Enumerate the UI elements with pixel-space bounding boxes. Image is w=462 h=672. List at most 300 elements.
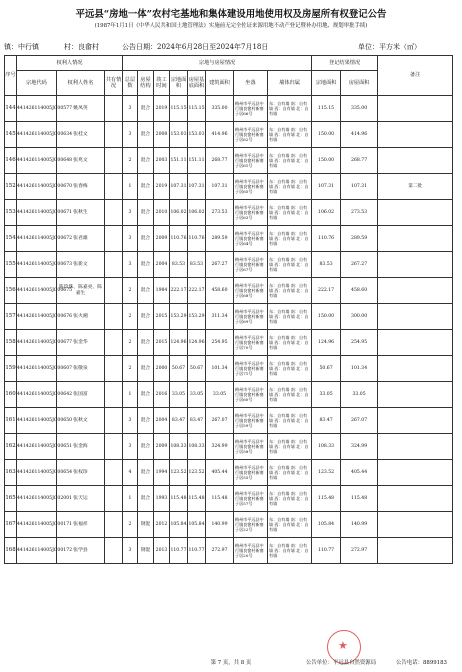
- cell-floors: 3: [123, 200, 138, 226]
- cell-seq: 167: [5, 512, 17, 538]
- cell-building-area: 115.48: [206, 486, 234, 512]
- cell-building-area: 107.31: [206, 174, 234, 200]
- cell-building-area: 267.27: [206, 252, 234, 278]
- cell-co-owner: [105, 460, 123, 486]
- cell-co-owner: [105, 382, 123, 408]
- cell-reg-house-area: 101.34: [341, 356, 378, 382]
- cell-co-owner: [105, 356, 123, 382]
- cell-land-area: 115.48: [170, 486, 188, 512]
- cell-land-code: 441426114005JC00172: [17, 538, 57, 564]
- col-location: 坐落: [234, 71, 268, 96]
- cell-remark: [378, 434, 453, 460]
- cell-floors: 3: [123, 226, 138, 252]
- cell-reg-house-area: 268.77: [341, 148, 378, 174]
- cell-co-owner: [105, 200, 123, 226]
- cell-base-area: 222.17: [188, 278, 206, 304]
- cell-land-code: 441426114005JC00650: [17, 408, 57, 434]
- col-boundary: 墙体归属: [268, 71, 312, 96]
- cell-year: 2015: [154, 330, 170, 356]
- cell-land-area: 83.47: [170, 408, 188, 434]
- cell-owner-name: 张敬泉: [57, 356, 105, 382]
- cell-base-area: 115.48: [188, 486, 206, 512]
- cell-location: 梅州市平远县中行镇良畲村新寨子居63号: [234, 200, 268, 226]
- table-row: [5, 538, 453, 564]
- cell-remark: [378, 148, 453, 174]
- cell-boundary: 东：自有墙 南：自有墙 西：自有墙 北：自有墙: [268, 226, 312, 252]
- cell-co-owner: [105, 512, 123, 538]
- cell-land-area: 222.17: [170, 278, 188, 304]
- cell-remark: [378, 122, 453, 148]
- cell-structure: 钢混: [138, 512, 154, 538]
- cell-location: 梅州市平远县中行镇良畲村新寨子居64号: [234, 226, 268, 252]
- cell-remark: [378, 356, 453, 382]
- cell-remark: [378, 460, 453, 486]
- cell-location: 梅州市平远县中行镇良畲村新寨子居71号: [234, 356, 268, 382]
- cell-co-owner: [105, 330, 123, 356]
- col-result-group: 登记结果情况: [312, 56, 378, 71]
- cell-year: 2019: [154, 174, 170, 200]
- cell-year: 2009: [154, 434, 170, 460]
- col-co-owner: 共有情况: [105, 71, 123, 96]
- cell-land-code: 441426114005JC00651: [17, 434, 57, 460]
- cell-location: 梅州市平远县中行镇良畲村新寨子居70号: [234, 330, 268, 356]
- cell-reg-land-area: 105.84: [312, 512, 341, 538]
- cell-base-area: 153.29: [188, 304, 206, 330]
- cell-base-area: 110.77: [188, 538, 206, 564]
- cell-co-owner: [105, 174, 123, 200]
- table-row: [5, 226, 453, 252]
- cell-reg-house-area: 33.05: [341, 382, 378, 408]
- cell-remark: [378, 304, 453, 330]
- cell-reg-land-area: 106.02: [312, 200, 341, 226]
- cell-structure: 混合: [138, 148, 154, 174]
- cell-location: 梅州市平远县中行镇良畲村新寨子居20号: [234, 538, 268, 564]
- cell-reg-land-area: 150.00: [312, 148, 341, 174]
- cell-floors: 1: [123, 382, 138, 408]
- cell-base-area: 110.76: [188, 226, 206, 252]
- cell-year: 2000: [154, 356, 170, 382]
- table-row: [5, 408, 453, 434]
- cell-boundary: 东：自有墙 南：自有墙 西：自有墙 北：自有墙: [268, 330, 312, 356]
- cell-co-owner: [105, 278, 123, 304]
- cell-location: 梅州市平远县中行镇良畲村新寨子居66号: [234, 96, 268, 122]
- cell-land-code: 441426114005JC00675: [17, 278, 57, 304]
- cell-floors: 3: [123, 538, 138, 564]
- cell-reg-land-area: 150.00: [312, 304, 341, 330]
- table-row: [5, 148, 453, 174]
- col-owner-name: 权利人姓名: [57, 71, 105, 96]
- cell-seq: 153: [5, 200, 17, 226]
- table-row: [5, 460, 453, 486]
- cell-owner-name: 张金海: [57, 434, 105, 460]
- cell-year: 2009: [154, 226, 170, 252]
- cell-owner-name: 张君雄: [57, 226, 105, 252]
- cell-reg-house-area: 335.00: [341, 96, 378, 122]
- cell-land-area: 110.76: [170, 226, 188, 252]
- cell-location: 梅州市平远县中行镇良畲村新寨子居22号: [234, 512, 268, 538]
- cell-structure: 混合: [138, 304, 154, 330]
- cell-co-owner: [105, 486, 123, 512]
- cell-structure: 混合: [138, 174, 154, 200]
- cell-land-code: 441426114005JC00171: [17, 512, 57, 538]
- cell-land-area: 153.03: [170, 122, 188, 148]
- table-row: [5, 278, 453, 304]
- cell-seq: 161: [5, 408, 17, 434]
- cell-reg-land-area: 83.53: [312, 252, 341, 278]
- cell-building-area: 140.99: [206, 512, 234, 538]
- publisher: 公告单位：平远县自然资源局: [306, 660, 377, 666]
- cell-floors: 2: [123, 512, 138, 538]
- cell-land-area: 151.11: [170, 148, 188, 174]
- cell-land-area: 106.02: [170, 200, 188, 226]
- cell-owner-name: 陈玖珠、陈嘉亮、陈嘉生: [57, 278, 105, 304]
- cell-year: 2019: [154, 96, 170, 122]
- cell-location: 梅州市平远县中行镇良畲村新寨子居65号: [234, 174, 268, 200]
- cell-boundary: 东：自有墙 南：自有墙 西：自有墙 北：自有墙: [268, 512, 312, 538]
- cell-location: 梅州市平远县中行镇良畲村新寨子居57号: [234, 486, 268, 512]
- cell-location: 梅州市平远县中行镇良畲村新寨子居60号: [234, 382, 268, 408]
- cell-structure: 混合: [138, 434, 154, 460]
- cell-owner-name: 张权珍: [57, 460, 105, 486]
- cell-reg-house-area: 300.00: [341, 304, 378, 330]
- table-row: [5, 122, 453, 148]
- cell-building-area: 311.34: [206, 304, 234, 330]
- col-reg-land-area: 宗地面积: [312, 71, 341, 96]
- cell-land-area: 107.31: [170, 174, 188, 200]
- page-number: 第 7 页，共 8 页: [210, 660, 252, 666]
- cell-structure: 混合: [138, 330, 154, 356]
- cell-co-owner: [105, 408, 123, 434]
- col-year: 竣工时间: [154, 71, 170, 96]
- cell-building-area: 272.97: [206, 538, 234, 564]
- cell-year: 2004: [154, 408, 170, 434]
- cell-building-area: 101.34: [206, 356, 234, 382]
- cell-co-owner: [105, 252, 123, 278]
- cell-floors: 1: [123, 174, 138, 200]
- cell-year: 2015: [154, 304, 170, 330]
- cell-year: 2010: [154, 200, 170, 226]
- cell-boundary: 东：自有墙 南：自有墙 西：自有墙 北：自有墙: [268, 96, 312, 122]
- cell-reg-house-area: 267.07: [341, 408, 378, 434]
- cell-boundary: 东：自有墙 南：自有墙 西：自有墙 北：自有墙: [268, 382, 312, 408]
- cell-building-area: 267.07: [206, 408, 234, 434]
- cell-floors: 3: [123, 96, 138, 122]
- cell-reg-land-area: 50.67: [312, 356, 341, 382]
- cell-building-area: 268.77: [206, 148, 234, 174]
- cell-co-owner: [105, 122, 123, 148]
- table-body: [5, 96, 453, 564]
- cell-floors: 3: [123, 252, 138, 278]
- cell-land-area: 153.29: [170, 304, 188, 330]
- table-row: [5, 512, 453, 538]
- cell-year: 1993: [154, 486, 170, 512]
- cell-reg-land-area: 115.48: [312, 486, 341, 512]
- cell-boundary: 东：自有墙 南：自有墙 西：自有墙 北：自有墙: [268, 122, 312, 148]
- cell-structure: 混合: [138, 252, 154, 278]
- cell-remark: [378, 226, 453, 252]
- cell-land-code: 441426114005JC00673: [17, 252, 57, 278]
- cell-remark: [378, 382, 453, 408]
- table-row: [5, 330, 453, 356]
- cell-seq: 158: [5, 330, 17, 356]
- table-row: [5, 434, 453, 460]
- cell-reg-house-area: 254.95: [341, 330, 378, 356]
- cell-base-area: 107.31: [188, 174, 206, 200]
- cell-building-area: 273.53: [206, 200, 234, 226]
- cell-building-area: 33.05: [206, 382, 234, 408]
- cell-floors: 2: [123, 330, 138, 356]
- cell-reg-land-area: 150.00: [312, 122, 341, 148]
- cell-owner-name: 张金华: [57, 330, 105, 356]
- table-row: [5, 382, 453, 408]
- cell-boundary: 东：自有墙 南：自有墙 西：自有墙 北：自有墙: [268, 356, 312, 382]
- cell-seq: 154: [5, 226, 17, 252]
- notice-period: 公告日期：2024年6月28日至2024年7月18日: [122, 43, 269, 51]
- cell-building-area: 254.95: [206, 330, 234, 356]
- cell-co-owner: [105, 226, 123, 252]
- cell-floors: 4: [123, 460, 138, 486]
- cell-seq: 165: [5, 486, 17, 512]
- table-row: [5, 356, 453, 382]
- cell-owner-name: 张福祥: [57, 512, 105, 538]
- cell-owner-name: 张火湘: [57, 304, 105, 330]
- page-title: 平远县“房地一体”农村宅基地和集体建设用地使用权及房屋所有权登记公告: [75, 9, 387, 20]
- cell-reg-land-area: 115.15: [312, 96, 341, 122]
- cell-base-area: 105.84: [188, 512, 206, 538]
- cell-reg-house-area: 107.31: [341, 174, 378, 200]
- cell-year: 2004: [154, 252, 170, 278]
- cell-year: 2008: [154, 122, 170, 148]
- cell-base-area: 115.15: [188, 96, 206, 122]
- cell-boundary: 东：自有墙 南：自有墙 西：自有墙 北：自有墙: [268, 486, 312, 512]
- cell-reg-house-area: 414.96: [341, 122, 378, 148]
- cell-land-code: 441426114005JC00648: [17, 148, 57, 174]
- col-land-area: 宗地面积: [170, 71, 188, 96]
- cell-remark: [378, 330, 453, 356]
- cell-year: 2013: [154, 538, 170, 564]
- cell-floors: 3: [123, 122, 138, 148]
- cell-structure: 混合: [138, 460, 154, 486]
- cell-year: 2012: [154, 512, 170, 538]
- cell-owner-name: 张桂文: [57, 122, 105, 148]
- cell-boundary: 东：自有墙 南：自有墙 西：自有墙 北：自有墙: [268, 200, 312, 226]
- cell-year: 2003: [154, 148, 170, 174]
- col-seq: 序号: [5, 56, 17, 96]
- cell-remark: [378, 96, 453, 122]
- cell-owner-name: 张国富: [57, 382, 105, 408]
- cell-land-code: 441426114005JC00577: [17, 96, 57, 122]
- town-label: 镇：中行镇: [4, 43, 39, 51]
- table-row: [5, 304, 453, 330]
- cell-boundary: 东：自有墙 南：自有墙 西：自有墙 北：自有墙: [268, 434, 312, 460]
- cell-building-area: 335.00: [206, 96, 234, 122]
- cell-reg-house-area: 405.44: [341, 460, 378, 486]
- cell-reg-land-area: 33.05: [312, 382, 341, 408]
- cell-land-area: 105.84: [170, 512, 188, 538]
- table-row: [5, 252, 453, 278]
- cell-reg-house-area: 115.48: [341, 486, 378, 512]
- cell-owner-name: 姚凤英: [57, 96, 105, 122]
- cell-seq: 146: [5, 148, 17, 174]
- cell-seq: 160: [5, 382, 17, 408]
- cell-structure: 混合: [138, 356, 154, 382]
- cell-structure: 混合: [138, 408, 154, 434]
- cell-owner-name: 张新文: [57, 252, 105, 278]
- cell-land-code: 441426114005JC00634: [17, 122, 57, 148]
- cell-remark: [378, 512, 453, 538]
- cell-seq: 168: [5, 538, 17, 564]
- cell-boundary: 东：自有墙 南：自有墙 西：自有墙 北：自有墙: [268, 252, 312, 278]
- cell-land-area: 83.53: [170, 252, 188, 278]
- cell-remark: [378, 200, 453, 226]
- cell-base-area: 123.52: [188, 460, 206, 486]
- village-label: 村：良畲村: [64, 43, 99, 51]
- cell-location: 梅州市平远县中行镇良畲村新寨子居67号: [234, 252, 268, 278]
- cell-seq: 144: [5, 96, 17, 122]
- cell-remark: [378, 408, 453, 434]
- table-row: [5, 200, 453, 226]
- cell-seq: 156: [5, 278, 17, 304]
- cell-base-area: 124.96: [188, 330, 206, 356]
- col-land-code: 宗地代码: [17, 71, 57, 96]
- cell-base-area: 108.33: [188, 434, 206, 460]
- cell-seq: 145: [5, 122, 17, 148]
- cell-floors: 1: [123, 486, 138, 512]
- cell-owner-name: 张秋生: [57, 200, 105, 226]
- cell-building-area: 414.96: [206, 122, 234, 148]
- cell-land-code: 441426114005JC00676: [17, 304, 57, 330]
- cell-reg-land-area: 110.76: [312, 226, 341, 252]
- cell-location: 梅州市平远县中行镇良畲村新寨子居59号: [234, 408, 268, 434]
- col-base-area: 房屋基底面积: [188, 71, 206, 96]
- cell-location: 梅州市平远县中行镇良畲村新寨子居62号: [234, 122, 268, 148]
- cell-floors: 2: [123, 304, 138, 330]
- cell-structure: 混合: [138, 200, 154, 226]
- cell-land-code: 441426114005JC00654: [17, 460, 57, 486]
- cell-land-area: 50.67: [170, 356, 188, 382]
- cell-seq: 163: [5, 460, 17, 486]
- col-owner-group: 权利人情况: [17, 56, 123, 71]
- cell-reg-land-area: 123.52: [312, 460, 341, 486]
- cell-structure: 混合: [138, 96, 154, 122]
- cell-location: 梅州市平远县中行镇良畲村新寨子居61号: [234, 148, 268, 174]
- col-remark: 备注: [378, 56, 453, 96]
- cell-owner-name: 张秋文: [57, 408, 105, 434]
- cell-seq: 152: [5, 174, 17, 200]
- cell-remark: 第二批: [378, 174, 453, 200]
- cell-boundary: 东：自有墙 南：自有墙 西：自有墙 北：自有墙: [268, 278, 312, 304]
- cell-location: 梅州市平远县中行镇良畲村新寨子居68号: [234, 278, 268, 304]
- cell-reg-house-area: 324.99: [341, 434, 378, 460]
- cell-owner-name: 张学县: [57, 538, 105, 564]
- cell-land-code: 441426114005JC00670: [17, 174, 57, 200]
- cell-boundary: 东：自有墙 南：自有墙 西：自有墙 北：自有墙: [268, 148, 312, 174]
- cell-reg-house-area: 140.99: [341, 512, 378, 538]
- unit-label: 单位：平方米（㎡）: [358, 43, 421, 51]
- cell-floors: 2: [123, 278, 138, 304]
- cell-land-area: 110.77: [170, 538, 188, 564]
- cell-base-area: 106.02: [188, 200, 206, 226]
- cell-land-code: 441426114005JC00642: [17, 382, 57, 408]
- cell-building-area: 405.44: [206, 460, 234, 486]
- cell-base-area: 50.67: [188, 356, 206, 382]
- cell-seq: 159: [5, 356, 17, 382]
- cell-boundary: 东：自有墙 南：自有墙 西：自有墙 北：自有墙: [268, 174, 312, 200]
- registration-table: [4, 55, 453, 564]
- cell-floors: 3: [123, 434, 138, 460]
- cell-land-area: 33.05: [170, 382, 188, 408]
- cell-owner-name: 张春梅: [57, 174, 105, 200]
- cell-boundary: 东：自有墙 南：自有墙 西：自有墙 北：自有墙: [268, 538, 312, 564]
- cell-reg-house-area: 272.97: [341, 538, 378, 564]
- cell-owner-name: 张兆文: [57, 148, 105, 174]
- cell-structure: 混合: [138, 278, 154, 304]
- cell-boundary: 东：自有墙 南：自有墙 西：自有墙 北：自有墙: [268, 408, 312, 434]
- table-row: [5, 174, 453, 200]
- cell-base-area: 83.47: [188, 408, 206, 434]
- cell-land-code: 441426114005JC02001: [17, 486, 57, 512]
- cell-land-area: 108.33: [170, 434, 188, 460]
- col-building-area: 建筑面积: [206, 71, 234, 96]
- cell-location: 梅州市平远县中行镇良畲村新寨子居69号: [234, 304, 268, 330]
- header-row-1: [5, 56, 453, 71]
- cell-remark: [378, 486, 453, 512]
- cell-reg-land-area: 107.31: [312, 174, 341, 200]
- cell-year: 1994: [154, 460, 170, 486]
- phone: 公告电话：8899183: [396, 660, 447, 666]
- cell-reg-land-area: 222.17: [312, 278, 341, 304]
- cell-seq: 157: [5, 304, 17, 330]
- cell-building-area: 458.60: [206, 278, 234, 304]
- cell-reg-house-area: 267.27: [341, 252, 378, 278]
- cell-reg-house-area: 458.60: [341, 278, 378, 304]
- cell-building-area: 324.99: [206, 434, 234, 460]
- cell-land-area: 124.96: [170, 330, 188, 356]
- cell-location: 梅州市平远县中行镇良畲村新寨子居55号: [234, 460, 268, 486]
- cell-land-area: 123.52: [170, 460, 188, 486]
- cell-location: 梅州市平远县中行镇良畲村新寨子居58号: [234, 434, 268, 460]
- col-floors: 总层数: [123, 71, 138, 96]
- cell-seq: 162: [5, 434, 17, 460]
- cell-structure: 混合: [138, 486, 154, 512]
- col-parcel-group: 宗地与房屋情况: [123, 56, 312, 71]
- cell-seq: 155: [5, 252, 17, 278]
- col-reg-house-area: 房屋面积: [341, 71, 378, 96]
- cell-land-code: 441426114005JC00607: [17, 356, 57, 382]
- cell-co-owner: [105, 538, 123, 564]
- cell-reg-land-area: 124.96: [312, 330, 341, 356]
- cell-year: 2016: [154, 382, 170, 408]
- cell-reg-land-area: 110.77: [312, 538, 341, 564]
- cell-base-area: 83.53: [188, 252, 206, 278]
- cell-boundary: 东：自有墙 南：自有墙 西：自有墙 北：自有墙: [268, 460, 312, 486]
- page-subtitle: (1987年1月1日《中华人民共和国土地管理法》实施前无完全佐证来源用地不动产登记暨补办用地、规划审批手续): [94, 23, 368, 29]
- cell-floors: 2: [123, 356, 138, 382]
- cell-reg-house-area: 289.59: [341, 226, 378, 252]
- cell-reg-land-area: 108.33: [312, 434, 341, 460]
- cell-structure: 钢混: [138, 538, 154, 564]
- cell-structure: 混合: [138, 122, 154, 148]
- cell-boundary: 东：自有墙 南：自有墙 西：自有墙 北：自有墙: [268, 304, 312, 330]
- cell-co-owner: [105, 434, 123, 460]
- cell-land-area: 115.15: [170, 96, 188, 122]
- cell-base-area: 33.05: [188, 382, 206, 408]
- cell-year: 1984: [154, 278, 170, 304]
- cell-co-owner: [105, 148, 123, 174]
- cell-co-owner: [105, 304, 123, 330]
- cell-floors: 2: [123, 148, 138, 174]
- cell-remark: [378, 252, 453, 278]
